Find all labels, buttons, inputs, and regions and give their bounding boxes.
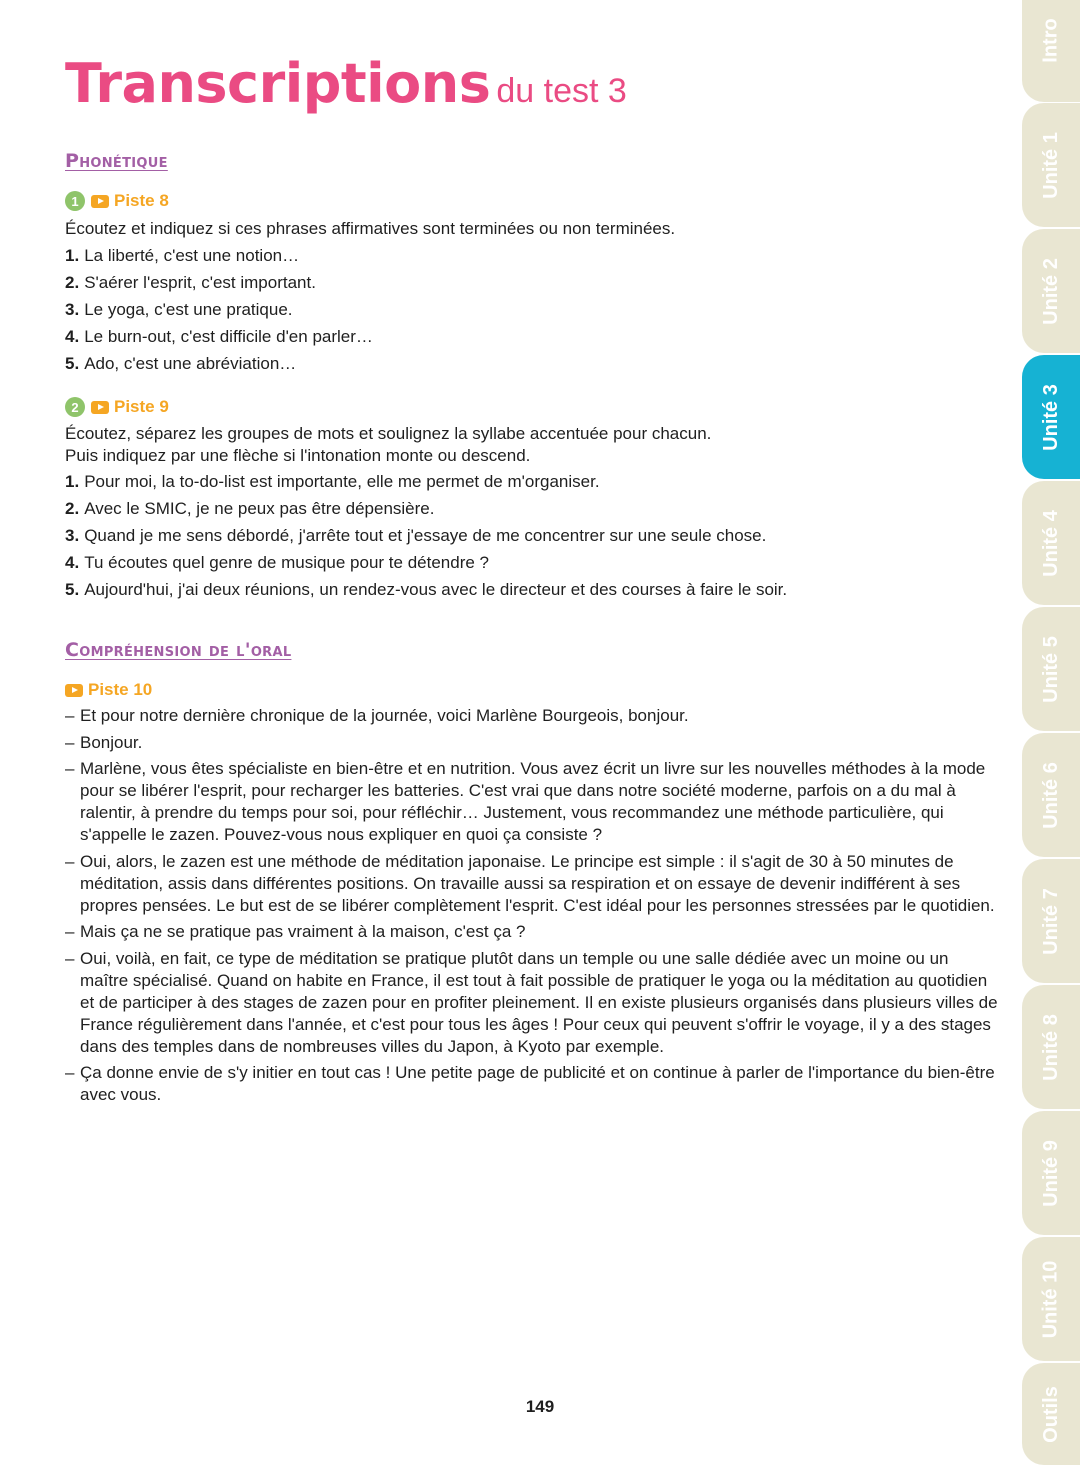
dialogue-transcript <box>65 705 1000 1111</box>
track-10-header <box>65 679 152 701</box>
dialogue-line: – Marlène, vous êtes spécialiste en bien-être et en nutrition. Vous avez écrit un livre sur les nouvelles méthodes à la mode pour se libérer l'esprit, pour recharger les batteries. C'est vrai que dans notre société moderne, parfois on a du mal à ralentir, à prendre du temps pour soi, pour réfléchir… Justement, vous recommandez une méthode particulière, qui s'appelle le zazen. Pouvez-vous nous expliquer en quoi ça consiste ? <box>65 758 1000 846</box>
tab-unite-6[interactable]: Unité 6 <box>1022 733 1080 857</box>
list-item: 3. Quand je me sens débordé, j'arrête tout et j'essaye de me concentrer sur une seule chose. <box>65 526 767 545</box>
list-item: 1. Pour moi, la to-do-list est importante, elle me permet de m'organiser. <box>65 472 600 491</box>
list-item: 4. Le burn-out, c'est difficile d'en parler… <box>65 327 373 346</box>
dialogue-line: – Bonjour. <box>65 732 1000 754</box>
dialogue-line: – Ça donne envie de s'y initier en tout cas ! Une petite page de publicité et on continue à parler de l'importance du bien-être avec vous. <box>65 1062 1000 1106</box>
play-icon[interactable] <box>91 195 109 208</box>
sentence-list <box>65 468 787 603</box>
instruction: Puis indiquez par une flèche si l'intonation monte ou descend. <box>65 446 531 465</box>
tab-outils[interactable]: Outils <box>1022 1363 1080 1465</box>
dialogue-line: – Oui, voilà, en fait, ce type de méditation se pratique plutôt dans un temple ou une salle dédiée avec un moine ou un maître spécialisé. Quand on habite en France, il est tout à fait possible de pratiquer le yoga ou la méditation au quotidien et de participer à des stages de zazen pour en profiter pleinement. Il en existe plusieurs organisés dans plusieurs villes de France régulièrement dans l'année, et c'est pour tous les âges ! Pour ceux qui peuvent s'offrir le voyage, il y a des stages dans des temples dans de nombreuses villes du Japon, à Kyoto par exemple. <box>65 948 1000 1058</box>
tab-unite-10[interactable]: Unité 10 <box>1022 1237 1080 1361</box>
track-label: Piste 10 <box>88 680 153 699</box>
page-title <box>65 52 627 115</box>
title-sub: du test 3 <box>496 72 627 110</box>
track-9-header <box>65 396 169 418</box>
dialogue-line: – Mais ça ne se pratique pas vraiment à la maison, c'est ça ? <box>65 921 1000 943</box>
list-item: 4. Tu écoutes quel genre de musique pour te détendre ? <box>65 553 489 572</box>
list-item: 2. S'aérer l'esprit, c'est important. <box>65 273 316 292</box>
list-item: 5. Aujourd'hui, j'ai deux réunions, un rendez-vous avec le directeur et des courses à faire le soir. <box>65 580 788 599</box>
tab-unite-5[interactable]: Unité 5 <box>1022 607 1080 731</box>
title-main: Transcriptions <box>65 52 491 115</box>
list-item: 5. Ado, c'est une abréviation… <box>65 354 297 373</box>
tab-unite-4[interactable]: Unité 4 <box>1022 481 1080 605</box>
play-icon[interactable] <box>65 684 83 697</box>
instruction: Écoutez, séparez les groupes de mots et soulignez la syllabe accentuée pour chacun. <box>65 424 712 443</box>
sentence-list <box>65 242 373 377</box>
section-heading-phonetique: Phonétique <box>65 150 168 172</box>
dialogue-line: – Et pour notre dernière chronique de la journée, voici Marlène Bourgeois, bonjour. <box>65 705 1000 727</box>
play-icon[interactable] <box>91 401 109 414</box>
tab-unite-7[interactable]: Unité 7 <box>1022 859 1080 983</box>
track-label: Piste 8 <box>114 191 169 210</box>
track-label: Piste 9 <box>114 397 169 416</box>
list-item: 2. Avec le SMIC, je ne peux pas être dépensière. <box>65 499 435 518</box>
list-item: 1. La liberté, c'est une notion… <box>65 246 300 265</box>
track-8-header <box>65 190 169 212</box>
list-item: 3. Le yoga, c'est une pratique. <box>65 300 293 319</box>
unit-tabs <box>1022 0 1080 1465</box>
tab-unite-2[interactable]: Unité 2 <box>1022 229 1080 353</box>
tab-unite-1[interactable]: Unité 1 <box>1022 103 1080 227</box>
exercise-number-badge: 1 <box>65 191 85 211</box>
tab-unite-8[interactable]: Unité 8 <box>1022 985 1080 1109</box>
tab-unite-9[interactable]: Unité 9 <box>1022 1111 1080 1235</box>
instruction: Écoutez et indiquez si ces phrases affirmatives sont terminées ou non terminées. <box>65 219 676 238</box>
dialogue-line: – Oui, alors, le zazen est une méthode de méditation japonaise. Le principe est simple : il s'agit de 30 à 50 minutes de méditation, assis dans différentes positions. On travaille aussi sa respiration et on essaye de devenir indifférent à ses propres pensées. Le but est de se libérer complètement l'esprit. C'est idéal pour les personnes stressées par le quotidien. <box>65 851 1000 917</box>
section-heading-comprehension: Compréhension de l'oral <box>65 639 292 661</box>
tab-unite-3[interactable]: Unité 3 <box>1022 355 1080 479</box>
exercise-number-badge: 2 <box>65 397 85 417</box>
tab-intro[interactable]: Intro <box>1022 0 1080 102</box>
page-number: 149 <box>525 1397 555 1416</box>
